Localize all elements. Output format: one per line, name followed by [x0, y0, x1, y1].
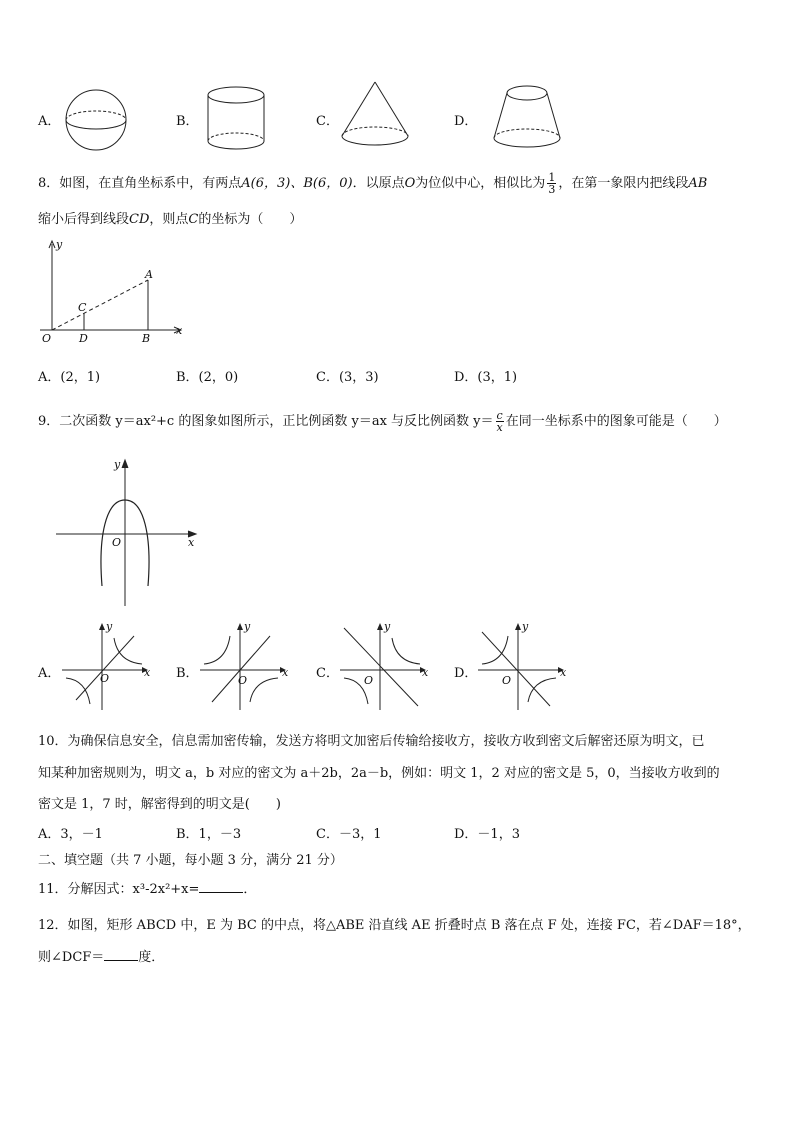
q8-text: ，在第一象限内把线段: [558, 176, 689, 191]
q8-option-c: C．(3，3): [316, 370, 379, 385]
q10-option-d: D．－1，3: [454, 827, 520, 842]
q8-label-c: C: [78, 301, 87, 314]
q9-d-y-label: y: [522, 620, 529, 633]
q10-line1: 10．为确保信息安全，信息需加密传输，发送方将明文加密后传输给接收方，接收方收到密文后解密还原为明文，已: [38, 734, 705, 749]
q11-answer-blank[interactable]: [199, 880, 243, 893]
q8-point-c: C: [188, 212, 199, 227]
q8-option-a: A．(2，1): [38, 370, 101, 385]
q8-text-line1: [38, 172, 707, 195]
q10-line3: 密文是 1，7 时，解密得到的明文是( ): [38, 797, 281, 812]
q11-end: ．: [243, 882, 257, 897]
q9-option-a-graph: [60, 622, 152, 712]
q8-label-b: B: [142, 332, 151, 345]
q9-fraction: [496, 410, 504, 433]
q8-option-b: B．(2，0): [176, 370, 239, 385]
q9-option-d-graph: [476, 622, 568, 712]
frustum-icon: [492, 84, 562, 152]
q9-c-x-label: x: [422, 666, 429, 679]
q8-figure: [38, 238, 188, 348]
sphere-icon: [64, 88, 128, 152]
q8-text: 的坐标为（ ）: [198, 212, 303, 227]
q9-option-a-label: A．: [38, 666, 61, 681]
q10-line2: 知某种加密规则为，明文 a，b 对应的密文为 a＋2b，2a－b，例如：明文 1，2 对应的密文是 5，0，当接收方收到的: [38, 766, 720, 781]
q8-segment-ab: AB: [688, 176, 708, 191]
q8-text: 8．如图，在直角坐标系中，有两点: [38, 176, 242, 191]
q8-points: A(6，3)、B(6，0): [241, 176, 353, 191]
fraction-numerator: 1: [548, 171, 556, 184]
q9-b-origin-label: O: [238, 674, 248, 687]
q8-text: ．以原点: [352, 176, 405, 191]
q7-option-a-label: A．: [38, 114, 61, 129]
q8-text: ，则点: [149, 212, 189, 227]
q7-option-b-label: B．: [176, 114, 199, 129]
q9-a-x-label: x: [144, 666, 151, 679]
q9-origin-label: O: [112, 536, 122, 549]
q8-label-d: D: [79, 332, 88, 345]
q7-option-c-label: C．: [316, 114, 339, 129]
q8-origin: O: [404, 176, 416, 191]
q9-parabola-figure: [54, 456, 204, 608]
q12-text-b: 度．: [138, 950, 165, 965]
section-title: 二、填空题（共 7 小题，每小题 3 分，满分 21 分）: [38, 853, 343, 868]
q9-option-c-graph: [338, 622, 430, 712]
q9-a-origin-label: O: [100, 672, 110, 685]
q9-c-origin-label: O: [364, 674, 374, 687]
q9-d-x-label: x: [560, 666, 567, 679]
q12-text-a: 则∠DCF＝: [38, 950, 105, 965]
q8-origin-label: O: [42, 332, 52, 345]
q11-text: [38, 878, 256, 897]
q12-line2: [38, 946, 164, 965]
cylinder-icon: [206, 86, 266, 152]
q9-option-d-label: D．: [454, 666, 478, 681]
q10-option-b: B．1，－3: [176, 827, 242, 842]
q12-line1: 12．如图，矩形 ABCD 中，E 为 BC 的中点，将△ABE 沿直线 AE 折叠时点 B 落在点 F 处，连接 FC，若∠DAF＝18°，: [38, 918, 751, 933]
fraction-numerator: c: [496, 409, 503, 422]
q9-c-y-label: y: [384, 620, 391, 633]
q9-option-b-graph: [198, 622, 290, 712]
q9-b-y-label: y: [244, 620, 251, 633]
q9-option-b-label: B．: [176, 666, 199, 681]
q7-option-d-label: D．: [454, 114, 478, 129]
q8-text-line2: [38, 208, 302, 227]
q8-x-label: x: [176, 324, 183, 337]
q8-y-label: y: [56, 238, 63, 251]
q8-text: 缩小后得到线段: [38, 212, 130, 227]
q9-a-y-label: y: [106, 620, 113, 633]
q9-text-a: 9．二次函数 y＝ax²+c 的图象如图所示，正比例函数 y＝ax 与反比例函数 y＝: [38, 414, 494, 429]
q12-answer-blank[interactable]: [104, 948, 138, 961]
q9-text: [38, 410, 727, 433]
cone-icon: [340, 80, 410, 152]
q9-y-label: y: [114, 458, 121, 471]
q9-b-x-label: x: [282, 666, 289, 679]
q8-label-a: A: [145, 268, 153, 281]
q9-x-label: x: [188, 536, 195, 549]
q9-text-b: 在同一坐标系中的图象可能是（ ）: [505, 414, 727, 429]
q9-option-c-label: C．: [316, 666, 339, 681]
q10-option-a: A．3，－1: [38, 827, 103, 842]
q8-segment-cd: CD: [129, 212, 150, 227]
q11-question: 11．分解因式：x³-2x²+x=: [38, 882, 200, 897]
fraction-denominator: x: [496, 421, 503, 434]
q8-text: 为位似中心，相似比为: [415, 176, 546, 191]
q8-option-d: D．(3，1): [454, 370, 518, 385]
q8-ratio-fraction: [547, 172, 556, 195]
q9-d-origin-label: O: [502, 674, 512, 687]
q10-option-c: C．－3，1: [316, 827, 382, 842]
fraction-denominator: 3: [548, 183, 556, 196]
